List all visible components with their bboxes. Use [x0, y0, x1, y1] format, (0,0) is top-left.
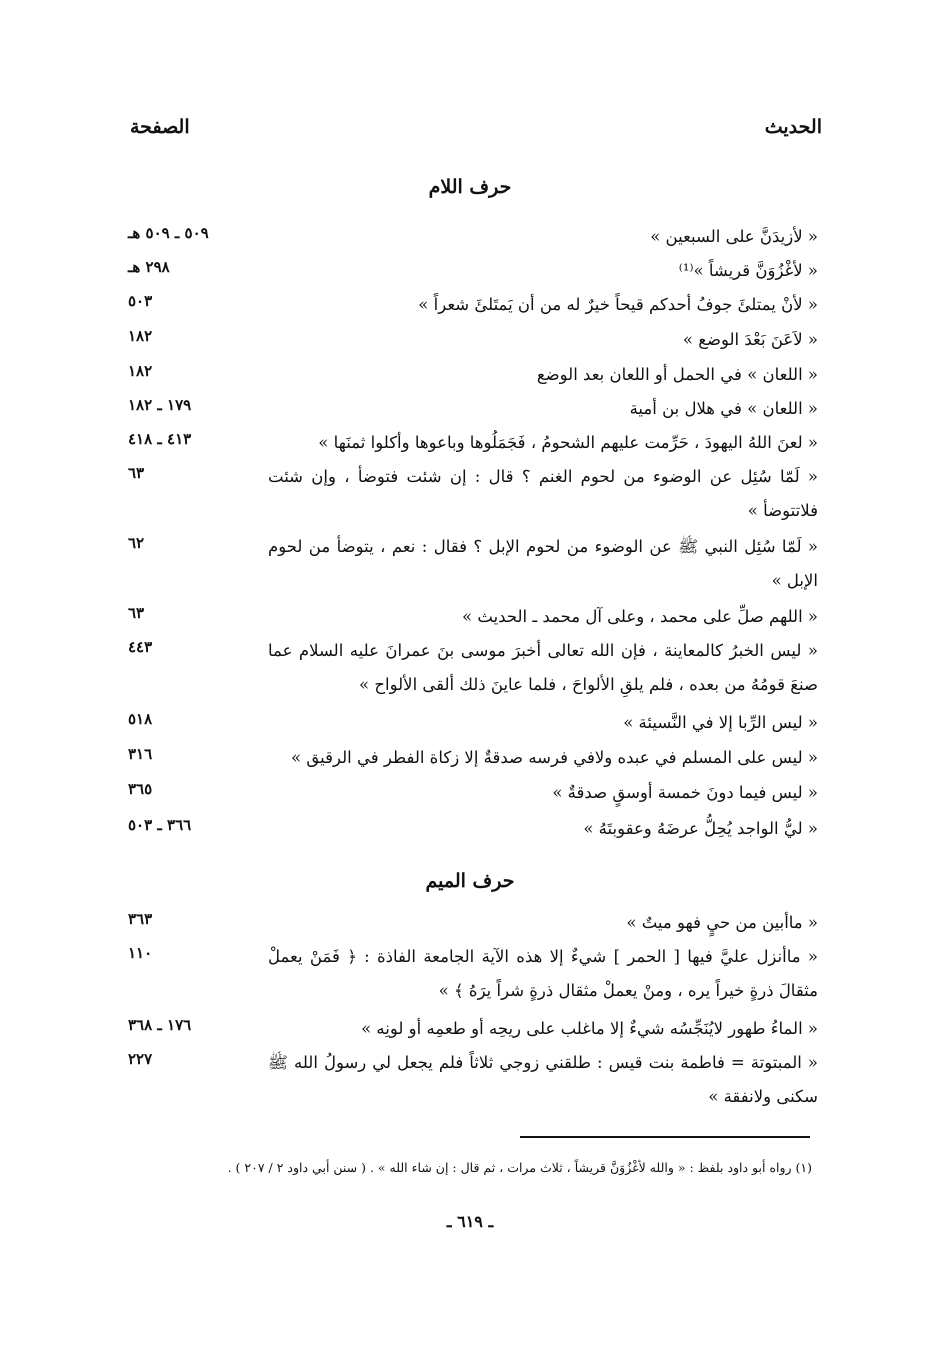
page-ref: ٥٠٣ — [128, 292, 153, 310]
footnote-divider — [520, 1136, 810, 1138]
page-ref: ١٨٢ — [128, 362, 153, 380]
page-ref: ٦٣ — [128, 464, 145, 482]
hadith-text: « لاَعَنَ بَعْدَ الوضع » — [682, 330, 818, 349]
hadith-text: « لأزيدَنَّ على السبعين » — [650, 227, 818, 246]
page-ref: ٥٠٩ ـ ٥٠٩ هـ — [128, 224, 209, 242]
section-title-mim: حرف الميم — [425, 870, 515, 892]
footnote: (١) رواه أبو داود بلفظ : « والله لأغْزُوَنَّ قريشاً ، ثلاث مرات ، ثم قال : إن شاء الله » . ( سنن أبي داود ٢ / ٢٠٧ ) . — [227, 1160, 812, 1175]
page-ref: ١٧٦ ـ ٣٦٨ — [128, 1016, 192, 1034]
column-header-hadith: الحديث — [764, 116, 822, 138]
page-ref: ١٧٩ ـ ١٨٢ — [128, 396, 192, 414]
page-ref: ٢٩٨ هـ — [128, 258, 170, 276]
page-ref: ٥١٨ — [128, 710, 153, 728]
hadith-text: « اللعان » في الحمل أو اللعان بعد الوضع — [536, 365, 818, 384]
section-title-lam: حرف اللام — [428, 176, 512, 198]
hadith-text: « ليس الخبرُ كالمعاينة ، فإن الله تعالى أخبرَ موسى بنَ عمرانَ عليه السلام عما صنعَ قومُهُ من بعده ، فلم يلقِ الألواحَ ، فلما عاينَ ذلك ألقى الألواح » — [268, 641, 818, 694]
hadith-text: « ماأبين من حيٍ فهو ميتٌ » — [626, 913, 818, 932]
column-header-page: الصفحة — [130, 116, 190, 138]
hadith-text: « ليس فيما دونَ خمسة أوسقٍ صدقةٌ » — [552, 783, 818, 802]
page-ref: ١٨٢ — [128, 327, 153, 345]
page-ref: ٣١٦ — [128, 745, 153, 763]
hadith-text: « ليس الرِّبا إلا في النَّسيئة » — [623, 713, 818, 732]
hadith-text: « ليُّ الواجد يُحِلُّ عرضَهُ وعقوبتَهُ » — [583, 819, 818, 838]
hadith-text: « الماءُ طهور لايُنَجِّسُه شيءٌ إلا ماغلب على ريحِه أو طعمِه أو لونِه » — [361, 1019, 818, 1038]
hadith-text: « ليس على المسلم في عبده ولافي فرسه صدقةٌ إلا زكاة الفطر في الرقيق » — [291, 748, 818, 767]
hadith-text: « المبتوتة = فاطمة بنت قيس : طلقني زوجي ثلاثاً فلم يجعل لي رسولُ الله ﷺ سكنى ولانفقة » — [268, 1053, 818, 1106]
hadith-text: « لَمّا سُئِل النبي ﷺ عن الوضوء من لحوم الإبل ؟ فقال : نعم ، يتوضأ من لحوم الإبل » — [268, 537, 818, 590]
page-ref: ٦٣ — [128, 604, 145, 622]
hadith-text: « لَمّا سُئِل عن الوضوء من لحوم الغنم ؟ قال : إن شئت فتوضأ ، وإن شئت فلاتتوضأ » — [268, 467, 818, 520]
page-ref: ٤١٣ ـ ٤١٨ — [128, 430, 192, 448]
hadith-text: « اللعان » في هلال بن أمية — [629, 399, 818, 418]
page-number: ـ ٦١٩ ـ — [446, 1212, 494, 1231]
page-ref: ٦٢ — [128, 534, 145, 552]
page-ref: ١١٠ — [128, 944, 153, 962]
hadith-text: « لأغْزُوَنَّ قريشاً »⁽¹⁾ — [678, 261, 818, 280]
hadith-text: « ماأنزل عليَّ فيها [ الحمر ] شيءٌ إلا هذه الآية الجامعة الفاذة : ﴿ فَمَنْ يعملْ مثقالَ ذرةٍ خيراً يره ، ومنْ يعملْ مثقال ذرةٍ شراً يرَهُ ﴾ » — [268, 947, 818, 1000]
hadith-text: « لأنْ يمتلئَ جوفُ أحدكم قيحاً خيرٌ له من أن يَمتَلئَ شعراً » — [418, 295, 818, 314]
page-ref: ٣٦٦ ـ ٥٠٣ — [128, 816, 192, 834]
page-ref: ٣٦٥ — [128, 780, 153, 798]
page-ref: ٣٦٣ — [128, 910, 153, 928]
page-ref: ٤٤٣ — [128, 638, 153, 656]
hadith-text: « اللهم صلِّ على محمد ، وعلى آل محمد ـ الحديث » — [462, 607, 818, 626]
page-ref: ٢٢٧ — [128, 1050, 153, 1068]
hadith-text: « لعنَ اللهُ اليهودَ ، حَرِّمت عليهم الشحومُ ، فَجَمَلُوها وباعوها وأكلوا ثمنَها » — [318, 433, 818, 452]
